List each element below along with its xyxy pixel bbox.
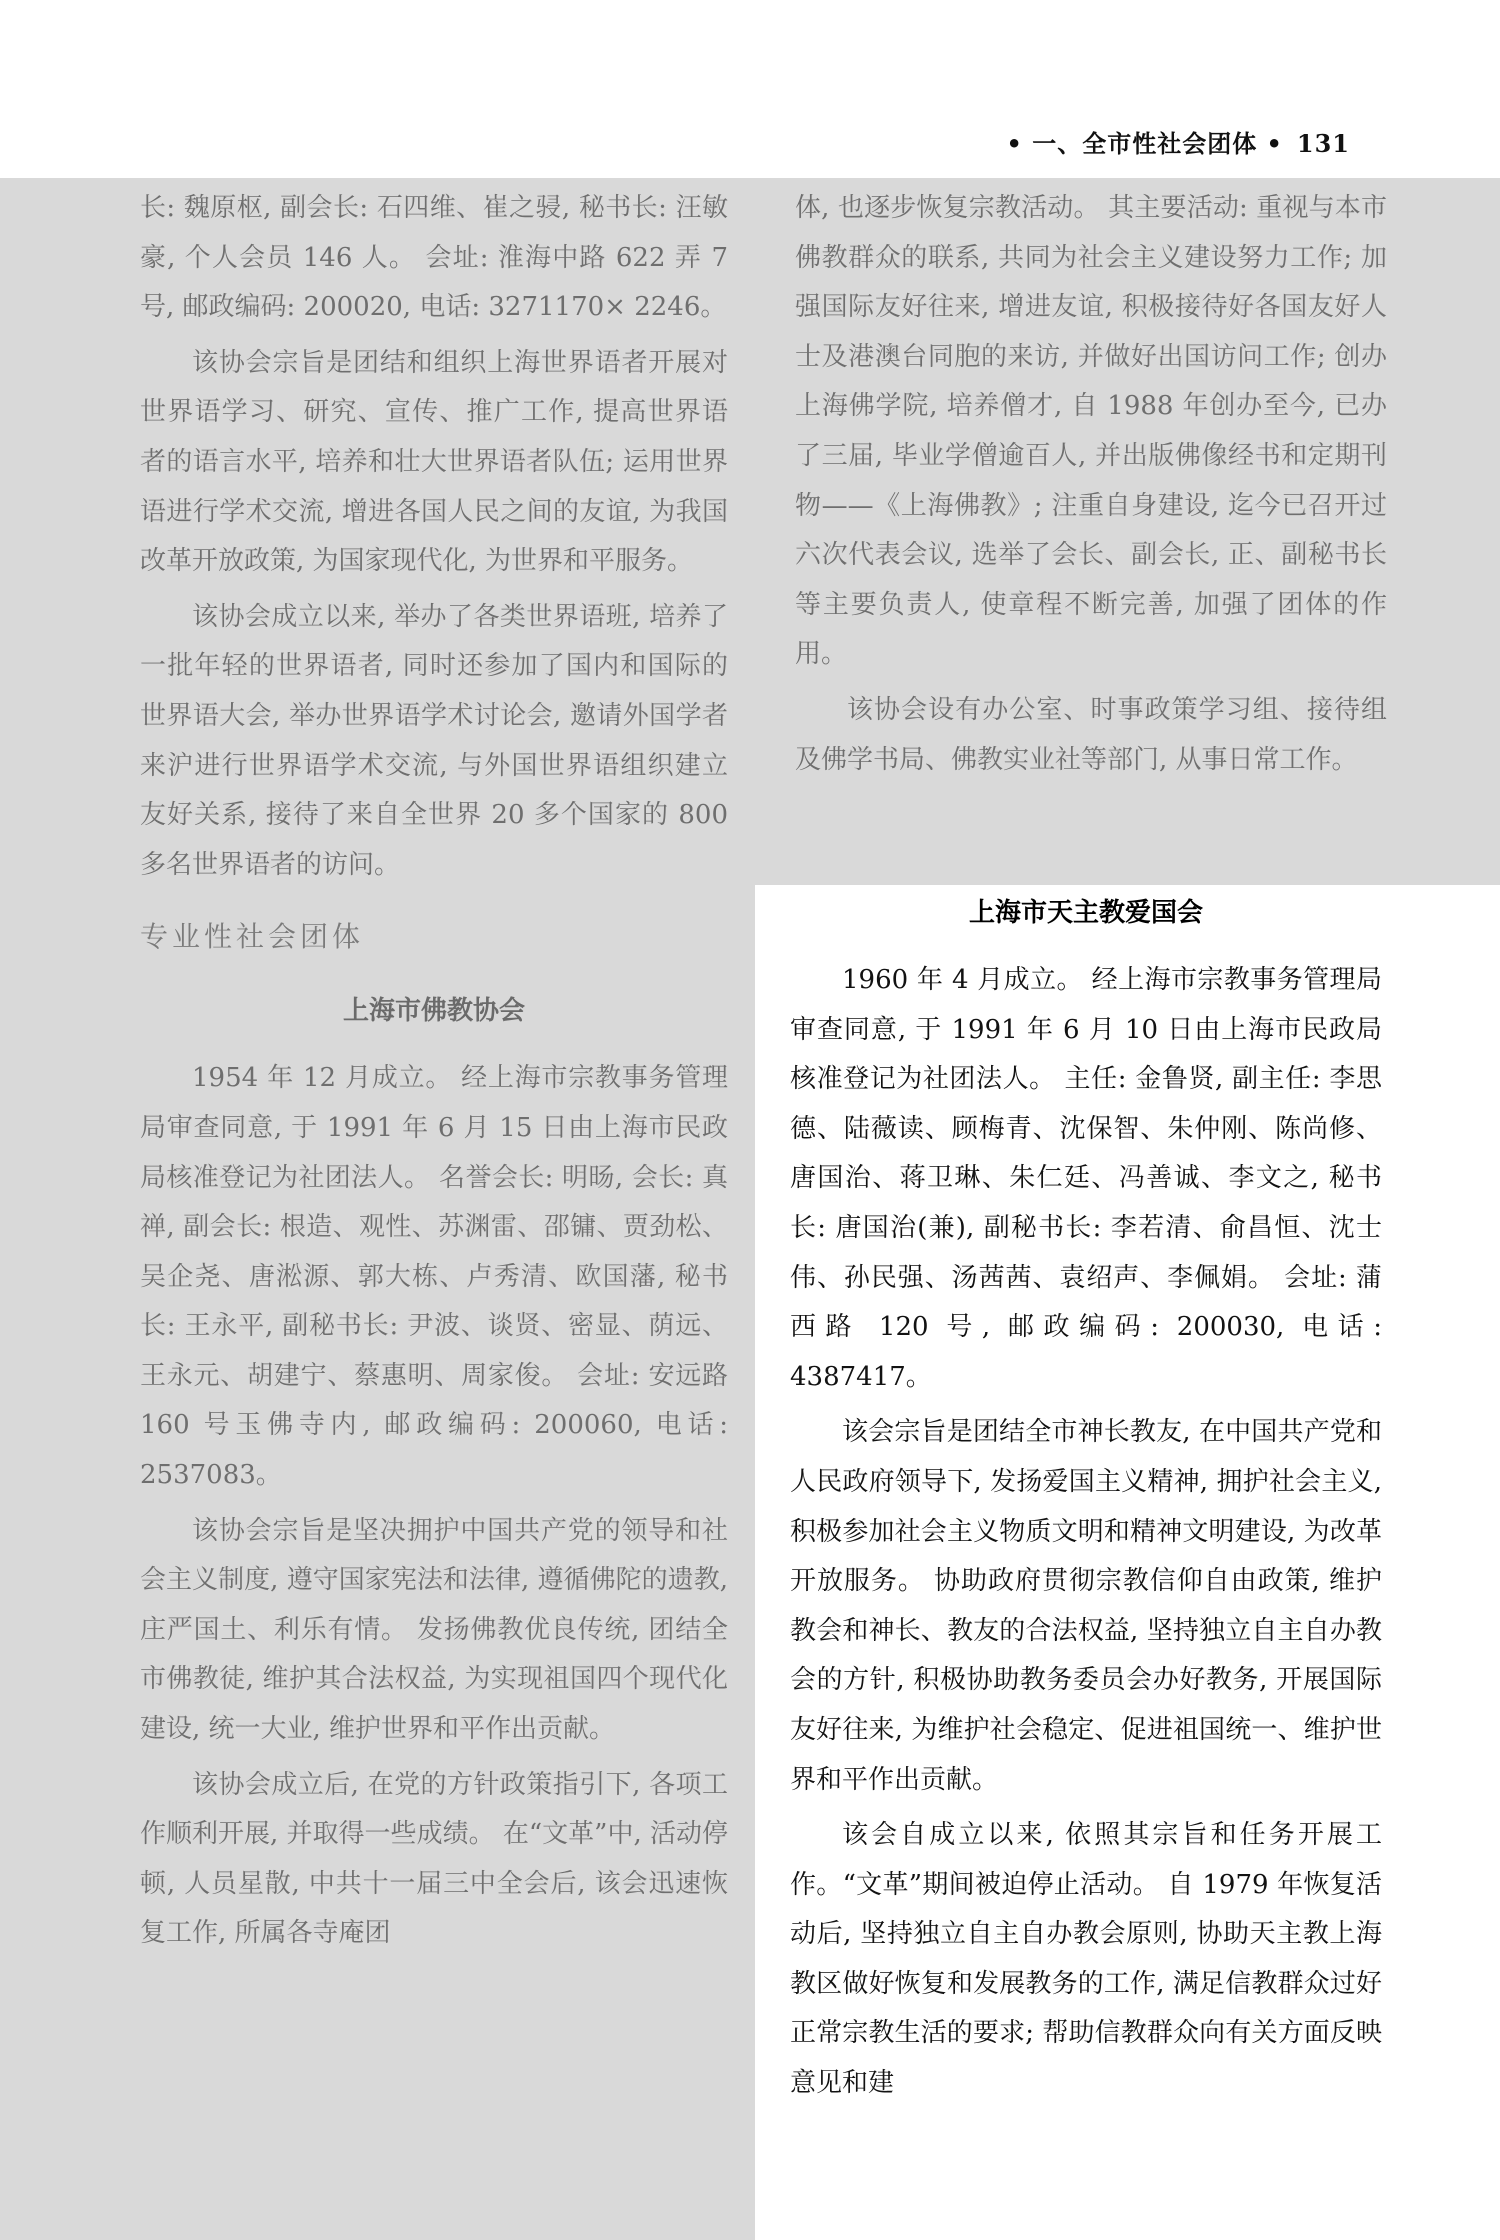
paragraph-buddhist-founding: 1954 年 12 月成立。 经上海市宗教事务管理局审查同意, 于 1991 年 6 月 15 日由上海市民政局核准登记为社团法人。 名誉会长: 明旸, 会长: 真禅, 副会长: 根造、观性、苏渊雷、邵镛、贾劲松、吴企尧、唐淞源、郭大栋、卢秀清、欧国藩, 秘书长: 王永平, 副秘书长: 尹波、谈贤、密显、荫远、王永元、胡建宁、蔡惠明、周家俊。 会址: 安远路 160 号玉佛寺内, 邮政编码: 200060, 电话: 2537083。 xyxy=(140,1063,728,1491)
paragraph-buddhist-departments: 该协会设有办公室、时事政策学习组、接待组及佛学书局、佛教实业社等部门, 从事日常工作。 xyxy=(795,694,1387,775)
org-title-buddhist-association: 上海市佛教协会 xyxy=(342,996,525,1027)
org-title-catholic-patriotic-association: 上海市天主教爱国会 xyxy=(968,898,1203,928)
page-number: 131 xyxy=(1296,129,1350,158)
paragraph-continued-esperanto: 长: 魏原枢, 副会长: 石四维、崔之骎, 秘书长: 汪敏豪, 个人会员 146 人。 会址: 淮海中路 622 弄 7 号, 邮政编码: 200020, 电话: 3271170× 2246。 xyxy=(140,193,728,323)
header-section-title: • 一、全市性社会团体 • xyxy=(1006,130,1283,158)
paragraph-catholic-purpose: 该会宗旨是团结全市神长教友, 在中国共产党和人民政府领导下, 发扬爱国主义精神, 拥护社会主义, 积极参加社会主义物质文明和精神文明建设, 为改革开放服务。 协助政府贯彻宗教信仰自由政策, 维护教会和神长、教友的合法权益, 坚持独立自主自办教会的方针, 积极协助教务委员会办好教务, 开展国际友好往来, 为维护社会稳定、促进祖国统一、维护世界和平作出贡献。 xyxy=(790,1417,1382,1795)
paragraph-catholic-history: 该会自成立以来, 依照其宗旨和任务开展工作。“文革”期间被迫停止活动。 自 1979 年恢复活动后, 坚持独立自主自办教会原则, 协助天主教上海教区做好恢复和发展教务的工作, 满足信教群众过好正常宗教生活的要求; 帮助信教群众向有关方面反映意见和建 xyxy=(790,1820,1382,2099)
right-column-top xyxy=(795,184,1387,791)
paragraph-buddhist-continued: 体, 也逐步恢复宗教活动。 其主要活动: 重视与本市佛教群众的联系, 共同为社会主义建设努力工作; 加强国际友好往来, 增进友谊, 积极接待好各国友好人士及港澳台同胞的来访, 并做好出国访问工作; 创办上海佛学院, 培养僧才, 自 1988 年创办至今, 已办了三届, 毕业学僧逾百人, 并出版佛像经书和定期刊物——《上海佛教》; 注重自身建设, 迄今已召开过六次代表会议, 选举了会长、副会长, 正、副秘书长等主要负责人, 使章程不断完善, 加强了团体的作用。 xyxy=(795,193,1387,670)
right-column-bottom xyxy=(790,888,1382,2115)
running-header xyxy=(1007,124,1351,164)
paragraph-catholic-founding: 1960 年 4 月成立。 经上海市宗教事务管理局审查同意, 于 1991 年 6 月 10 日由上海市民政局核准登记为社团法人。 主任: 金鲁贤, 副主任: 李思德、陆薇读、顾梅青、沈保智、朱仲刚、陈尚修、唐国治、蒋卫琳、朱仁廷、冯善诚、李文之, 秘书长: 唐国治(兼), 副秘书长: 李若清、俞昌恒、沈士伟、孙民强、汤茜茜、袁绍声、李佩娟。 会址: 蒲西路 120 号, 邮政编码: 200030, 电话: 4387417。 xyxy=(790,965,1382,1392)
left-column xyxy=(140,184,728,1965)
paragraph-esperanto-activities: 该协会成立以来, 举办了各类世界语班, 培养了一批年轻的世界语者, 同时还参加了国内和国际的世界语大会, 举办世界语学术讨论会, 邀请外国学者来沪进行世界语学术交流, 与外国世界语组织建立友好关系, 接待了来自全世界 20 多个国家的 800 多名世界语者的访问。 xyxy=(140,601,728,880)
category-heading: 专业性社会团体 xyxy=(140,920,365,954)
paragraph-buddhist-purpose: 该协会宗旨是坚决拥护中国共产党的领导和社会主义制度, 遵守国家宪法和法律, 遵循佛陀的遗教, 庄严国土、利乐有情。 发扬佛教优良传统, 团结全市佛教徒, 维护其合法权益, 为实现祖国四个现代化建设, 统一大业, 维护世界和平作出贡献。 xyxy=(140,1515,728,1745)
paragraph-buddhist-history: 该协会成立后, 在党的方针政策指引下, 各项工作顺利开展, 并取得一些成绩。 在“文革”中, 活动停顿, 人员星散, 中共十一届三中全会后, 该会迅速恢复工作, 所属各寺庵团 xyxy=(140,1769,728,1949)
paragraph-esperanto-purpose: 该协会宗旨是团结和组织上海世界语者开展对世界语学习、研究、宣传、推广工作, 提高世界语者的语言水平, 培养和壮大世界语者队伍; 运用世界语进行学术交流, 增进各国人民之间的友谊, 为我国改革开放政策, 为国家现代化, 为世界和平服务。 xyxy=(140,347,728,577)
